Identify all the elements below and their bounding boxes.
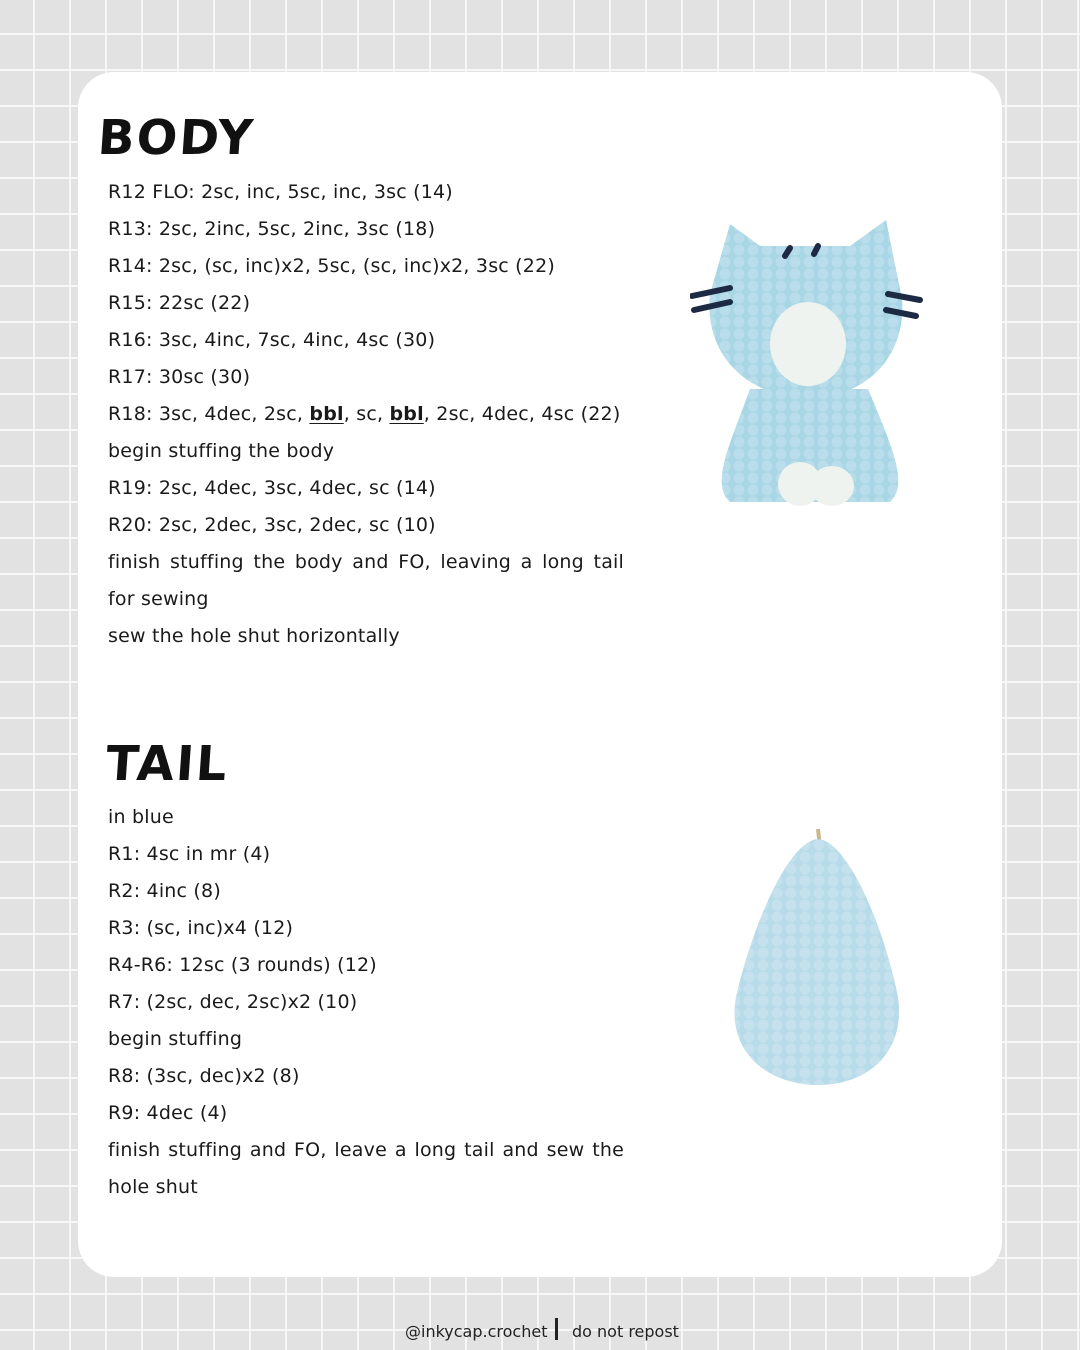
footer-divider xyxy=(555,1318,558,1340)
pattern-card xyxy=(78,72,1002,1277)
tail-line-r4-r6: R4-R6: 12sc (3 rounds) (12) xyxy=(108,954,377,976)
footer xyxy=(0,1318,1080,1348)
tail-line-r3: R3: (sc, inc)x4 (12) xyxy=(108,917,294,939)
body-line-r16: R16: 3sc, 4inc, 7sc, 4inc, 4sc (30) xyxy=(108,329,436,351)
tail-instructions xyxy=(108,799,624,1206)
author-handle: @inkycap.crochet xyxy=(405,1322,548,1341)
cat-body-photo xyxy=(690,184,930,518)
bbl-term: bbl xyxy=(389,403,424,425)
body-line-finish: finish stuffing the body and FO, leaving a long tail xyxy=(108,551,624,573)
tail-line-finish: finish stuffing and FO, leave a long tail and sew the xyxy=(108,1139,624,1161)
tail-line-color: in blue xyxy=(108,806,174,828)
body-line-r20: R20: 2sc, 2dec, 3sc, 2dec, sc (10) xyxy=(108,514,436,536)
body-line-r18 xyxy=(108,396,624,433)
body-line-finish-cont: for sewing xyxy=(108,588,209,610)
r18-part-2: , sc, xyxy=(343,403,390,425)
body-heading: BODY xyxy=(96,110,257,166)
body-line-r14: R14: 2sc, (sc, inc)x2, 5sc, (sc, inc)x2, 3sc (22) xyxy=(108,255,555,277)
tail-line-r2: R2: 4inc (8) xyxy=(108,880,221,902)
cat-body xyxy=(722,389,899,506)
tail-line-note-stuffing: begin stuffing xyxy=(108,1028,243,1050)
do-not-repost-notice: do not repost xyxy=(572,1322,679,1341)
bbl-term: bbl xyxy=(309,403,344,425)
tail-line-r7: R7: (2sc, dec, 2sc)x2 (10) xyxy=(108,991,358,1013)
tail-line-r9: R9: 4dec (4) xyxy=(108,1102,228,1124)
r18-part-3: , 2sc, 4dec, 4sc (22) xyxy=(423,403,621,425)
body-line-note-stuffing: begin stuffing the body xyxy=(108,440,335,462)
r18-part-1: R18: 3sc, 4dec, 2sc, xyxy=(108,403,310,425)
tail-line-r8: R8: (3sc, dec)x2 (8) xyxy=(108,1065,300,1087)
cat-head xyxy=(709,220,902,399)
body-line-r17: R17: 30sc (30) xyxy=(108,366,251,388)
tail-line-r1: R1: 4sc in mr (4) xyxy=(108,843,271,865)
body-line-r13: R13: 2sc, 2inc, 5sc, 2inc, 3sc (18) xyxy=(108,218,436,240)
body-line-r15: R15: 22sc (22) xyxy=(108,292,251,314)
tail-photo xyxy=(728,827,908,1092)
body-line-r19: R19: 2sc, 4dec, 3sc, 4dec, sc (14) xyxy=(108,477,436,499)
body-instructions xyxy=(108,174,624,655)
tail-line-finish-cont: hole shut xyxy=(108,1176,198,1198)
tail-heading: TAIL xyxy=(104,736,231,792)
body-line-r12: R12 FLO: 2sc, inc, 5sc, inc, 3sc (14) xyxy=(108,181,453,203)
body-line-sew: sew the hole shut horizontally xyxy=(108,625,400,647)
